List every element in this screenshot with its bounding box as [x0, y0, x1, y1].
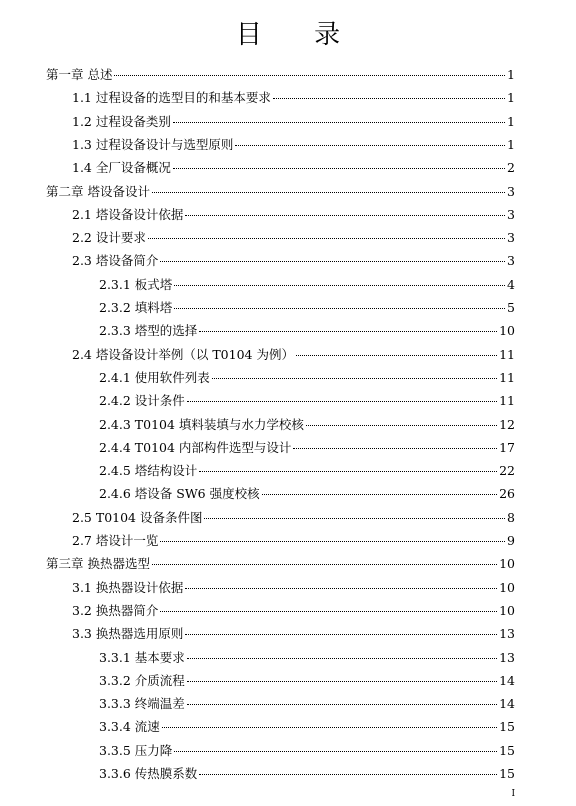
- toc-entry[interactable]: [99, 743, 515, 759]
- dot-leader: [174, 308, 505, 309]
- dot-leader: [187, 681, 497, 682]
- toc-entry[interactable]: [72, 137, 515, 153]
- toc-entry[interactable]: [99, 277, 515, 293]
- dot-leader: [162, 727, 497, 728]
- toc-entry-label: 2.4.1 使用软件列表: [99, 369, 210, 385]
- toc-entry[interactable]: [99, 370, 515, 386]
- dot-leader: [148, 238, 505, 239]
- toc-entry-label: 3.3.6 传热膜系数: [99, 766, 198, 781]
- toc-entry[interactable]: [72, 603, 515, 619]
- toc-entry-page: 1: [507, 113, 515, 129]
- toc-entry[interactable]: [99, 486, 515, 502]
- toc-entry-page: 11: [499, 369, 515, 385]
- toc-entry[interactable]: [99, 719, 515, 735]
- dot-leader: [173, 122, 505, 123]
- dot-leader: [187, 401, 497, 402]
- dot-leader: [204, 518, 505, 519]
- toc-entry[interactable]: [72, 114, 515, 130]
- toc-entry-label: 第二章 塔设备设计: [46, 183, 150, 199]
- toc-entry[interactable]: [99, 766, 515, 782]
- toc-entry-page: 5: [507, 300, 515, 315]
- toc-entry[interactable]: [72, 253, 515, 269]
- dot-leader: [174, 751, 497, 752]
- dot-leader: [199, 331, 497, 332]
- toc-entry[interactable]: [72, 160, 515, 176]
- toc-entry-label: 3.3.4 流速: [99, 719, 160, 735]
- toc-entry[interactable]: [46, 556, 515, 572]
- dot-leader: [185, 634, 497, 635]
- toc-entry-page: 22: [499, 463, 515, 479]
- toc-entry-page: 10: [499, 602, 515, 618]
- dot-leader: [152, 192, 505, 193]
- dot-leader: [199, 774, 497, 775]
- toc-entry-page: 2: [507, 160, 515, 176]
- toc-entry-page: 10: [499, 556, 515, 572]
- toc-entry-label: 2.4.5 塔结构设计: [99, 463, 198, 479]
- toc-entry-page: 8: [507, 509, 515, 525]
- toc-entry-label: 第一章 总述: [46, 67, 113, 82]
- toc-entry-page: 9: [507, 533, 515, 548]
- toc-entry-label: 第三章 换热器选型: [46, 556, 150, 572]
- toc-entry-page: 4: [507, 276, 515, 292]
- toc-entry[interactable]: [99, 650, 515, 666]
- dot-leader: [262, 494, 498, 495]
- toc-entry-label: 2.3 塔设备简介: [72, 253, 159, 269]
- dot-leader: [293, 448, 497, 449]
- toc-entry[interactable]: [72, 90, 515, 106]
- toc-entry[interactable]: [99, 696, 515, 712]
- toc-entry[interactable]: [99, 673, 515, 689]
- toc-entry[interactable]: [72, 347, 515, 363]
- toc-entry-label: 3.2 换热器简介: [72, 602, 159, 618]
- toc-entry[interactable]: [72, 533, 515, 549]
- toc-entry-page: 14: [499, 672, 515, 688]
- toc-entry-page: 12: [499, 416, 515, 432]
- toc-entry-label: 2.4.3 T0104 填料装填与水力学校核: [99, 416, 304, 432]
- toc-entry-label: 3.3.2 介质流程: [99, 672, 185, 688]
- toc-entry-page: 1: [507, 90, 515, 106]
- toc-entry-page: 15: [499, 719, 515, 735]
- toc-entry-label: 3.3.5 压力降: [99, 742, 173, 758]
- toc-entry[interactable]: [99, 393, 515, 409]
- toc-entry-page: 15: [499, 742, 515, 758]
- toc-entry-page: 10: [499, 323, 515, 339]
- toc-entry[interactable]: [99, 417, 515, 433]
- toc-entry-label: 2.4.6 塔设备 SW6 强度校核: [99, 486, 260, 502]
- toc-entry-label: 1.1 过程设备的选型目的和基本要求: [72, 90, 271, 106]
- toc-entry[interactable]: [72, 626, 515, 642]
- toc-entry[interactable]: [99, 323, 515, 339]
- dot-leader: [235, 145, 505, 146]
- dot-leader: [114, 75, 505, 76]
- dot-leader: [174, 285, 505, 286]
- toc-entry-label: 2.4 塔设备设计举例（以 T0104 为例）: [72, 346, 294, 362]
- toc-entry-page: 3: [507, 230, 515, 246]
- toc-entry-page: 15: [499, 766, 515, 781]
- toc-entry-label: 2.3.3 塔型的选择: [99, 323, 198, 339]
- toc-entry[interactable]: [46, 184, 515, 200]
- toc-entry-page: 3: [507, 206, 515, 222]
- dot-leader: [187, 704, 497, 705]
- toc-entry-label: 3.3.1 基本要求: [99, 649, 185, 665]
- toc-entry[interactable]: [99, 300, 515, 316]
- page-title: 目 录: [235, 20, 363, 50]
- toc-entry-label: 2.3.1 板式塔: [99, 276, 173, 292]
- dot-leader: [185, 588, 497, 589]
- toc-entry[interactable]: [46, 67, 515, 83]
- dot-leader: [306, 425, 497, 426]
- dot-leader: [185, 215, 505, 216]
- dot-leader: [187, 658, 497, 659]
- toc-entry-page: 26: [499, 486, 515, 502]
- toc-entry-label: 3.1 换热器设计依据: [72, 579, 184, 595]
- toc-entry[interactable]: [72, 510, 515, 526]
- toc-entry[interactable]: [99, 463, 515, 479]
- toc-entry-page: 3: [507, 253, 515, 269]
- toc-entry-label: 1.4 全厂设备概况: [72, 160, 171, 176]
- dot-leader: [212, 378, 497, 379]
- dot-leader: [199, 471, 497, 472]
- page-number: I: [511, 789, 515, 799]
- toc-entry-label: 2.7 塔设计一览: [72, 533, 159, 548]
- toc-entry-page: 13: [499, 649, 515, 665]
- dot-leader: [273, 98, 505, 99]
- toc-entry-label: 2.5 T0104 设备条件图: [72, 509, 203, 525]
- toc-entry-page: 1: [507, 67, 515, 82]
- toc-entry-label: 2.3.2 填料塔: [99, 300, 173, 315]
- dot-leader: [160, 611, 497, 612]
- toc-entry[interactable]: [72, 207, 515, 223]
- toc-entry[interactable]: [99, 440, 515, 456]
- dot-leader: [173, 168, 505, 169]
- toc-entry-page: 3: [507, 183, 515, 199]
- dot-leader: [152, 564, 497, 565]
- dot-leader: [160, 541, 505, 542]
- toc-entry-label: 1.2 过程设备类别: [72, 113, 171, 129]
- toc-entry-page: 13: [499, 626, 515, 642]
- toc-entry-label: 2.4.4 T0104 内部构件选型与设计: [99, 439, 292, 455]
- toc-entry-label: 2.1 塔设备设计依据: [72, 206, 184, 222]
- toc-entry-page: 10: [499, 579, 515, 595]
- toc-entry-label: 2.2 设计要求: [72, 230, 146, 246]
- toc-entry-page: 11: [499, 393, 515, 409]
- dot-leader: [296, 355, 497, 356]
- toc-entry-page: 14: [499, 696, 515, 712]
- toc-entry-page: 1: [507, 136, 515, 152]
- toc-entry-label: 1.3 过程设备设计与选型原则: [72, 136, 234, 152]
- toc-entry[interactable]: [72, 580, 515, 596]
- toc-entry-label: 3.3 换热器选用原则: [72, 626, 184, 642]
- toc-entry[interactable]: [72, 230, 515, 246]
- toc-entry-label: 3.3.3 终端温差: [99, 696, 185, 712]
- toc-entry-label: 2.4.2 设计条件: [99, 393, 185, 409]
- dot-leader: [160, 261, 505, 262]
- toc-entry-page: 17: [499, 439, 515, 455]
- toc-entry-page: 11: [499, 346, 515, 362]
